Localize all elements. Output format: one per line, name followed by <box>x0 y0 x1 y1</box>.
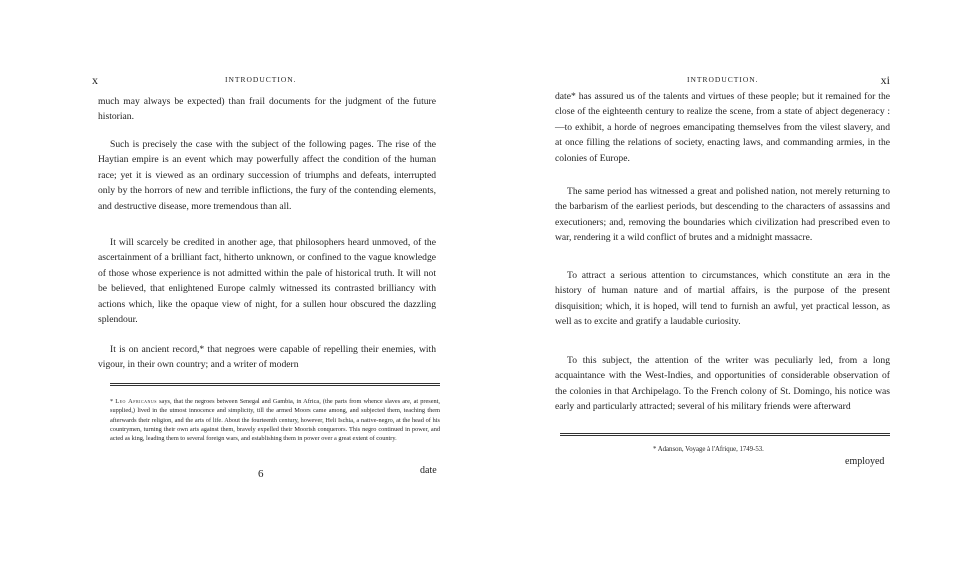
left-footnote <box>110 397 440 443</box>
left-paragraph-4: It is on ancient record,* that negroes were capable of repelling their enemies, with vigour, in their own country; and a writer of modern <box>98 344 436 371</box>
left-page <box>90 0 440 563</box>
right-footnote: * Adanson, Voyage à l'Afrique, 1749-53. <box>653 446 764 453</box>
right-footnote-rule <box>560 433 890 436</box>
footnote-mark: * <box>110 398 114 405</box>
right-paragraph-3: To attract a serious attention to circumstances, which constitute an æra in the history of human nature and of martial affairs, is the purpose of the present disquisition; which, it is hoped, will tend to furnish an awful, yet practical lesson, as well as to excite and gratify a laudable curiosity. <box>555 270 890 328</box>
right-catchword: employed <box>845 456 885 467</box>
right-paragraph-4: To this subject, the attention of the writer was peculiarly led, from a long acquaintance with the West-Indies, and opportunities of considerable observation of the colonies in that Archipelago. To the French colony of St. Domingo, his notice was early and particularly attracted; several of his military friends were afterward <box>555 355 890 413</box>
left-page-number: x <box>92 73 98 87</box>
left-running-head: INTRODUCTION. <box>225 75 297 84</box>
footnote-author: Leo Africanus <box>115 398 158 405</box>
left-footnote-rule <box>110 383 440 386</box>
left-paragraph-1: much may always be expected) than frail documents for the judgment of the future historian. <box>98 96 436 123</box>
right-paragraph-2: The same period has witnessed a great and polished nation, not merely returning to the barbarism of the earliest periods, but descending to the characters of assassins and executioners; and, removing the boundaries which civilization had prescribed even to war, rendering it a wild conflict of brutes and a midnight massacre. <box>555 186 890 244</box>
right-page-number: xi <box>880 73 890 87</box>
left-catchword: date <box>420 465 437 476</box>
left-page-header <box>90 73 440 87</box>
footnote-body: says, that the negroes between Senegal and Gambia, in Africa, (the parts from whence slaves are, at present, supplied,) lived in the utmost innocence and simplicity, till the armed Moors came among, and subjected them, teaching them afterwards their religion, and the arts of life. About the fourteenth century, however, Heli Ischia, a native-negro, at the head of his countrymen, turning their own arts against them, bravely expelled their Moorish conquerors. This negro continued in power, and acted as king, leading them to several foreign wars, and establishing them in power over a great extent of country. <box>110 398 440 443</box>
signature-mark: 6 <box>258 468 264 480</box>
right-paragraph-1: date* has assured us of the talents and virtues of these people; but it remained for the close of the eighteenth century to realize the scene, from a state of abject degeneracy :—to exhibit, a horde of negroes emancipating themselves from the vilest slavery, and at once filling the relations of society, enacting laws, and commanding armies, in the colonies of Europe. <box>555 91 890 164</box>
left-paragraph-2: Such is precisely the case with the subject of the following pages. The rise of the Haytian empire is an event which may powerfully affect the condition of the human race; yet it is viewed as an ordinary succession of triumphs and defeats, interrupted only by the horrors of new and terrible inflictions, the fury of the contending elements, and destructive disease, more tremendous than all. <box>98 139 436 212</box>
right-running-head: INTRODUCTION. <box>687 75 759 84</box>
right-page <box>555 0 890 563</box>
right-page-header <box>555 73 890 87</box>
left-paragraph-3: It will scarcely be credited in another age, that philosophers heard unmoved, of the ascertainment of a brilliant fact, hitherto unknown, or confined to the vague knowledge of those whose experience is not admitted within the pale of historical truth. It will not be believed, that enlightened Europe calmly witnessed its contrasted brilliancy with actions which, like the opaque view of night, for a sullen hour obscured the dazzling splendour. <box>98 237 436 326</box>
